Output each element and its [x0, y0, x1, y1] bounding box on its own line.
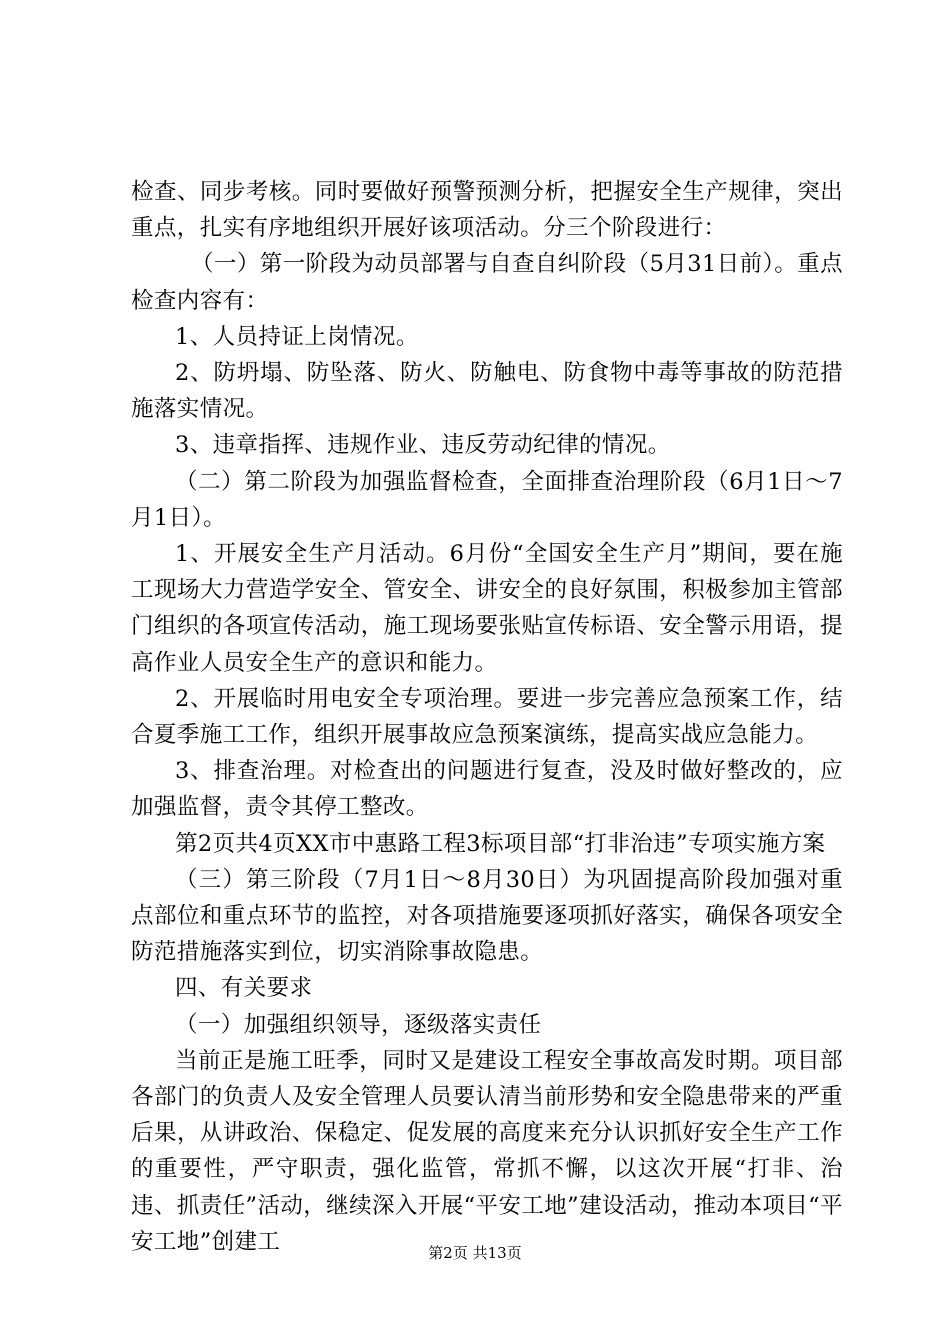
paragraph-stage-two-heading: （二）第二阶段为加强监督检查，全面排查治理阶段（6月1日～7月1日）。 [131, 468, 843, 531]
paragraph-item-2: 2、防坍塌、防坠落、防火、防触电、防食物中毒等事故的防范措施落实情况。 [131, 360, 843, 423]
paragraph-leadership-body: 当前正是施工旺季，同时又是建设工程安全事故高发时期。项目部各部门的负责人及安全管理人员要认清当前形势和安全隐患带来的严重后果，从讲政治、保稳定、促发展的高度来充分认识抓好安全生产工作的重要性，严守职责，强化监管，常抓不懈，以这次开展“打非、治违、抓责任”活动，继续深入开展“平安工地”建设活动，推动本项目“平安工地”创建工 [131, 1047, 843, 1255]
paragraph-stage-one-heading: （一）第一阶段为动员部署与自查自纠阶段（5月31日前）。重点检查内容有： [131, 251, 843, 314]
page-footer: 第2页 共13页 [428, 1244, 522, 1262]
paragraph-stage-two-item-1: 1、开展安全生产月活动。6月份“全国安全生产月”期间，要在施工现场大力营造学安全、管安全、讲安全的良好氛围，积极参加主管部门组织的各项宣传活动，施工现场要张贴宣传标语、安全警示用语，提高作业人员安全生产的意识和能力。 [131, 541, 843, 676]
paragraph-item-1: 1、人员持证上岗情况。 [175, 323, 419, 350]
paragraph-stage-three: （三）第三阶段（7月1日～8月30日）为巩固提高阶段加强对重点部位和重点环节的监控，对各项措施要逐项抓好落实，确保各项安全防范措施落实到位，切实消除事故隐患。 [131, 866, 843, 966]
paragraph-stage-two-item-2: 2、开展临时用电安全专项治理。要进一步完善应急预案工作，结合夏季施工工作，组织开展事故应急预案演练，提高实战应急能力。 [131, 685, 843, 749]
document-body [131, 174, 843, 1260]
paragraph-item-3: 3、违章指挥、违规作业、违反劳动纪律的情况。 [175, 432, 671, 459]
paragraph-stage-two-item-3: 3、排查治理。对检查出的问题进行复查，没及时做好整改的，应加强监督，责令其停工整改。 [131, 758, 843, 821]
subsection-heading-leadership: （一）加强组织领导，逐级落实责任 [175, 1011, 542, 1038]
paragraph-1: 检查、同步考核。同时要做好预警预测分析，把握安全生产规律，突出重点，扎实有序地组织开展好该项活动。分三个阶段进行： [131, 179, 843, 242]
section-heading-requirements: 四、有关要求 [175, 975, 313, 1002]
paragraph-page-reference: 第2页共4页XX市中惠路工程3标项目部“打非治违”专项实施方案 [175, 830, 826, 857]
